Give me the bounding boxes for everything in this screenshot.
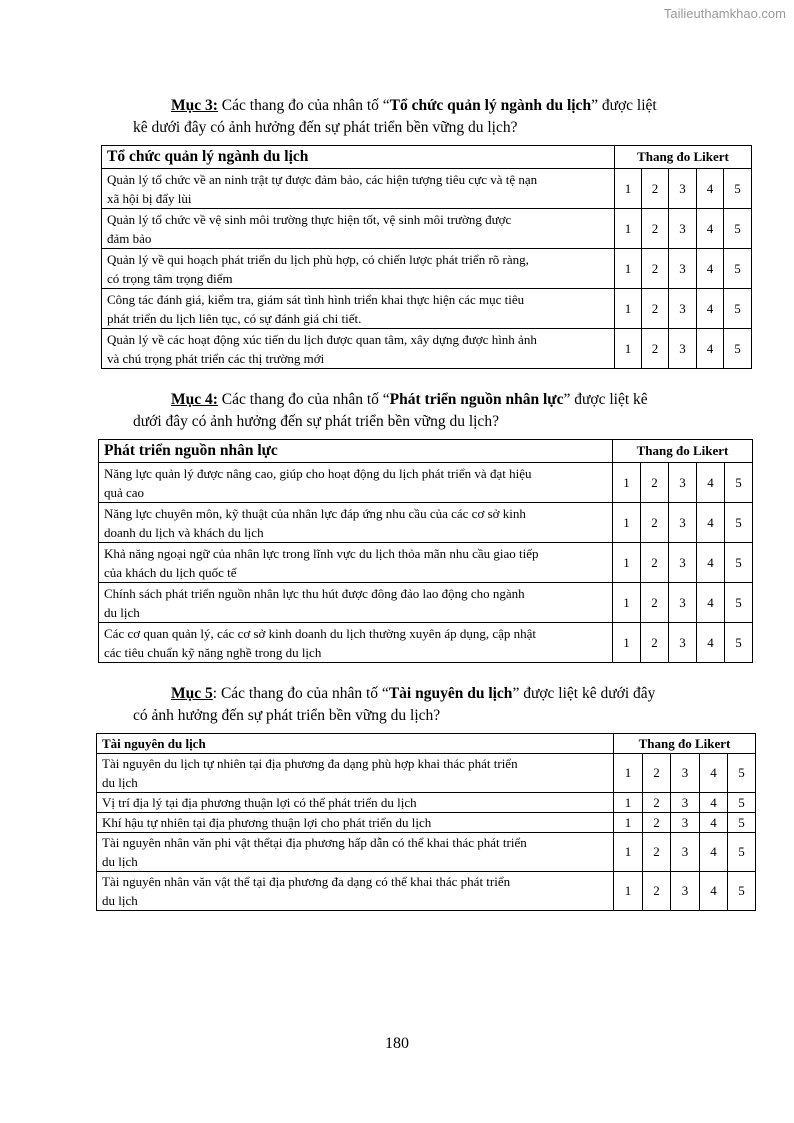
item-description [99,503,613,543]
likert-option[interactable]: 1 [615,329,642,369]
section-label: Mục 4: [171,391,218,408]
item-description-line: du lịch [104,604,140,620]
item-description-line: du lịch [102,775,138,790]
heading-text: : Các thang đo của nhân tố “ [212,685,389,702]
likert-option[interactable]: 1 [615,289,642,329]
factor-name: Phát triển nguồn nhân lực [389,391,564,408]
item-description [99,623,613,663]
likert-option[interactable]: 3 [669,289,697,329]
likert-option[interactable]: 2 [641,623,669,663]
item-description-line: Công tác đánh giá, kiểm tra, giám sát tình hình triển khai thực hiện các mục tiêu [107,291,525,307]
item-description [97,793,614,813]
item-description [97,872,614,911]
section-heading [0,389,794,433]
likert-option[interactable]: 1 [615,209,642,249]
likert-option[interactable]: 4 [697,463,725,503]
table-row [102,169,752,209]
heading-text: dưới đây có ảnh hưởng đến sự phát triển bền vững du lịch? [133,413,499,430]
section-label: Mục 5 [171,685,213,702]
item-description-line: Khí hậu tự nhiên tại địa phương thuận lợi cho phát triển du lịch [102,815,432,830]
likert-option[interactable]: 3 [671,754,700,793]
likert-option[interactable]: 5 [728,833,756,872]
table-row [99,583,753,623]
likert-option[interactable]: 5 [728,813,756,833]
item-description-line: Tài nguyên nhân văn phi vật thểtại địa phương hấp dẫn có thể khai thác phát triển [102,835,527,850]
item-description-line: Chính sách phát triển nguồn nhân lực thu hút được đông đảo lao động cho ngành [104,585,525,601]
section-muc-4 [0,389,794,433]
table-title: Tài nguyên du lịch [97,734,614,754]
likert-option[interactable]: 4 [697,249,724,289]
item-description-line: Các cơ quan quản lý, các cơ sở kinh doanh du lịch thường xuyên áp dụng, cập nhật [104,625,537,641]
likert-option[interactable]: 3 [669,503,697,543]
likert-option[interactable]: 1 [614,793,643,813]
likert-option[interactable]: 1 [613,543,641,583]
likert-option[interactable]: 3 [671,872,700,911]
item-description [97,833,614,872]
likert-option[interactable]: 5 [725,623,753,663]
section-muc-3 [0,95,794,139]
item-description-line: Quản lý tổ chức về vệ sinh môi trường thực hiện tốt, vệ sinh môi trường được [107,211,512,227]
heading-text: kê dưới đây có ảnh hưởng đến sự phát triển bền vững du lịch? [133,119,518,136]
heading-text: ” được liệt kê dưới đây [512,685,656,702]
likert-option[interactable]: 4 [697,583,725,623]
likert-option[interactable]: 3 [669,329,697,369]
item-description-line: du lịch [102,893,138,908]
factor-name: Tổ chức quản lý ngành du lịch [389,97,592,114]
item-description-line: doanh du lịch và khách du lịch [104,524,264,540]
item-description-line: quả cao [104,484,145,500]
likert-option[interactable]: 5 [724,289,752,329]
table-row [99,543,753,583]
likert-option[interactable]: 3 [669,583,697,623]
likert-table-muc-4 [98,439,753,663]
likert-option[interactable]: 2 [643,754,671,793]
likert-option[interactable]: 4 [697,623,725,663]
likert-option[interactable]: 1 [615,249,642,289]
item-description [99,543,613,583]
item-description-line: Khả năng ngoại ngữ của nhân lực trong lĩnh vực du lịch thỏa mãn nhu cầu giao tiếp [104,545,539,561]
likert-header: Thang đo Likert [613,440,753,463]
likert-option[interactable]: 2 [641,463,669,503]
likert-option[interactable]: 2 [643,813,671,833]
table-row [97,793,756,813]
likert-table-muc-3 [101,145,752,369]
likert-option[interactable]: 4 [697,543,725,583]
likert-option[interactable]: 5 [724,169,752,209]
section-heading [0,683,794,727]
likert-option[interactable]: 2 [642,209,669,249]
likert-option[interactable]: 5 [725,463,753,503]
table-row [97,754,756,793]
likert-option[interactable]: 4 [697,329,724,369]
item-description-line: xã hội bị đẩy lùi [107,190,192,206]
item-description [102,249,615,289]
likert-header: Thang đo Likert [615,146,752,169]
item-description-line: phát triển du lịch liên tục, có sự đánh giá chi tiết. [107,310,362,326]
item-description [99,583,613,623]
likert-header: Thang đo Likert [614,734,756,754]
likert-option[interactable]: 5 [724,249,752,289]
item-description-line: Quản lý về qui hoạch phát triển du lịch phù hợp, có chiến lược phát triển rõ ràng, [107,251,529,267]
likert-option[interactable]: 4 [700,754,728,793]
section-muc-5 [0,683,794,727]
likert-option[interactable]: 1 [613,463,641,503]
item-description-line: của khách du lịch quốc tế [104,564,237,580]
section-label: Mục 3: [171,97,218,114]
likert-option[interactable]: 3 [669,169,697,209]
table-row [99,463,753,503]
item-description-line: Năng lực quản lý được nâng cao, giúp cho hoạt động du lịch phát triển và đạt hiệu [104,465,532,481]
heading-text: ” được liệt [591,97,657,114]
likert-option[interactable]: 1 [614,813,643,833]
item-description [102,329,615,369]
item-description [102,209,615,249]
likert-option[interactable]: 3 [669,463,697,503]
likert-option[interactable]: 4 [700,833,728,872]
section-heading [0,95,794,139]
likert-option[interactable]: 3 [671,793,700,813]
item-description [102,169,615,209]
likert-option[interactable]: 4 [697,209,724,249]
likert-option[interactable]: 2 [642,289,669,329]
heading-text: có ảnh hưởng đến sự phát triển bền vững du lịch? [133,707,441,724]
item-description-line: Vị trí địa lý tại địa phương thuận lợi có thể phát triển du lịch [102,795,417,810]
item-description [102,289,615,329]
item-description-line: có trọng tâm trọng điểm [107,270,233,286]
heading-text: Các thang đo của nhân tố “ [217,97,390,114]
likert-option[interactable]: 3 [671,833,700,872]
likert-option[interactable]: 4 [700,793,728,813]
likert-option[interactable]: 2 [642,169,669,209]
heading-text: Các thang đo của nhân tố “ [217,391,390,408]
item-description [97,813,614,833]
likert-option[interactable]: 1 [614,833,643,872]
likert-option[interactable]: 2 [642,249,669,289]
likert-option[interactable]: 2 [641,543,669,583]
likert-option[interactable]: 3 [669,209,697,249]
likert-option[interactable]: 2 [643,833,671,872]
item-description-line: Năng lực chuyên môn, kỹ thuật của nhân lực đáp ứng nhu cầu của các cơ sở kinh [104,505,526,521]
table-row [102,209,752,249]
table-row [102,289,752,329]
likert-option[interactable]: 1 [613,503,641,543]
likert-option[interactable]: 1 [613,623,641,663]
likert-option[interactable]: 4 [700,872,728,911]
likert-option[interactable]: 5 [724,329,752,369]
table-row [102,329,752,369]
watermark-text: Tailieuthamkhao.com [663,6,786,21]
likert-option[interactable]: 4 [697,169,724,209]
likert-option[interactable]: 1 [614,754,643,793]
likert-option[interactable]: 2 [643,872,671,911]
item-description-line: các tiêu chuẩn kỹ năng nghề trong du lịch [104,644,322,660]
table-row [97,833,756,872]
factor-name: Tài nguyên du lịch [388,685,513,702]
item-description-line: Quản lý về các hoạt động xúc tiến du lịch được quan tâm, xây dựng được hình ảnh [107,331,537,347]
table-title: Phát triển nguồn nhân lực [99,440,613,463]
table-row [99,503,753,543]
likert-option[interactable]: 3 [671,813,700,833]
page-number: 180 [385,1035,409,1052]
likert-option[interactable]: 5 [725,583,753,623]
likert-option[interactable]: 4 [697,503,725,543]
table-row [99,623,753,663]
table-title: Tổ chức quản lý ngành du lịch [102,146,615,169]
likert-option[interactable]: 5 [728,793,756,813]
likert-option[interactable]: 3 [669,623,697,663]
likert-option[interactable]: 2 [643,793,671,813]
likert-option[interactable]: 2 [641,503,669,543]
likert-option[interactable]: 4 [697,289,724,329]
likert-option[interactable]: 2 [641,583,669,623]
table-row [102,249,752,289]
likert-option[interactable]: 5 [724,209,752,249]
likert-table-muc-5 [96,733,756,911]
item-description-line: và chú trọng phát triển các thị trường mới [107,350,325,366]
likert-option[interactable]: 3 [669,543,697,583]
item-description-line: đảm bảo [107,230,152,246]
table-row [97,872,756,911]
heading-text: ” được liệt kê [563,391,648,408]
likert-option[interactable]: 1 [613,583,641,623]
likert-option[interactable]: 1 [614,872,643,911]
item-description-line: du lịch [102,854,138,869]
likert-option[interactable]: 1 [615,169,642,209]
item-description-line: Tài nguyên nhân văn vật thể tại địa phương đa dạng có thể khai thác phát triển [102,874,511,889]
likert-option[interactable]: 2 [642,329,669,369]
likert-option[interactable]: 5 [725,543,753,583]
likert-option[interactable]: 3 [669,249,697,289]
table-row [97,813,756,833]
item-description [97,754,614,793]
item-description-line: Quản lý tổ chức về an ninh trật tự được đảm bảo, các hiện tượng tiêu cực và tệ nạn [107,171,538,187]
item-description [99,463,613,503]
likert-option[interactable]: 5 [728,754,756,793]
likert-option[interactable]: 5 [728,872,756,911]
item-description-line: Tài nguyên du lịch tự nhiên tại địa phương đa dạng phù hợp khai thác phát triển [102,756,518,771]
likert-option[interactable]: 5 [725,503,753,543]
likert-option[interactable]: 4 [700,813,728,833]
